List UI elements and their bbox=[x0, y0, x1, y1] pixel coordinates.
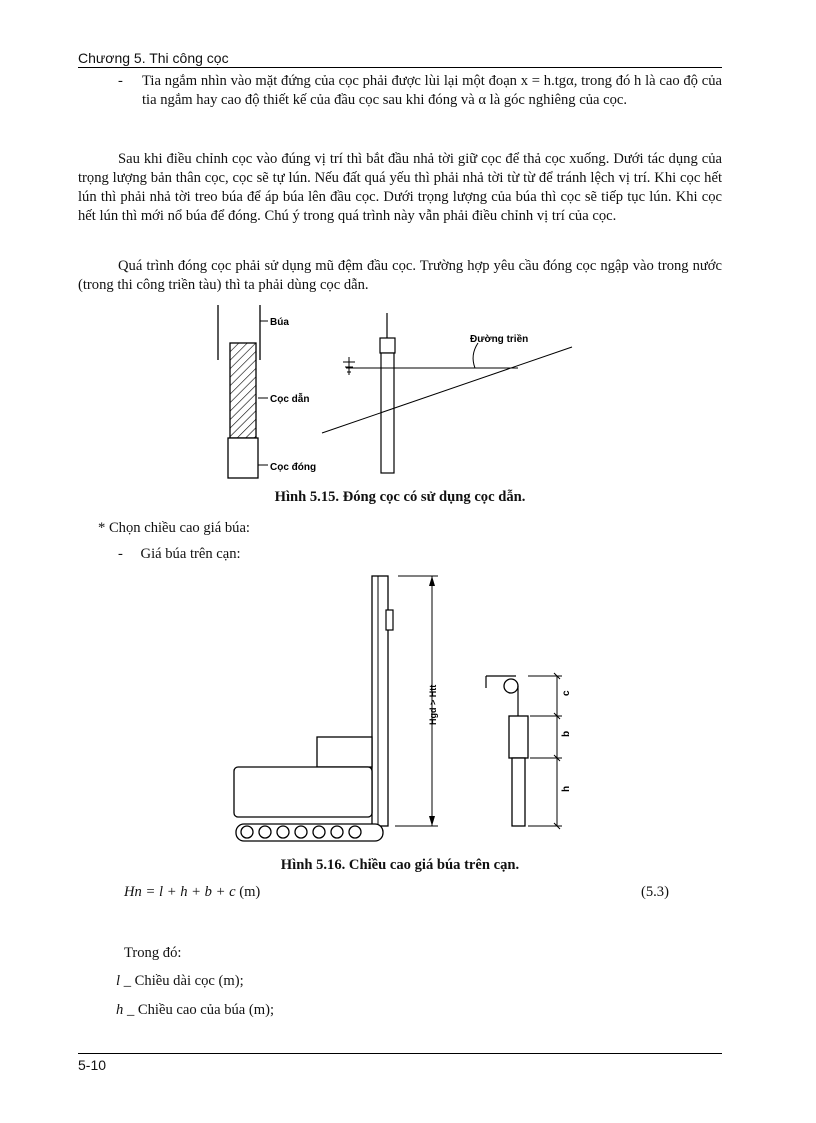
bullet-dash: - bbox=[118, 546, 123, 562]
slipway-drawing bbox=[322, 313, 572, 473]
chapter-header: Chương 5. Thi công cọc bbox=[78, 50, 229, 66]
label-height: Hgd > Htt bbox=[428, 684, 438, 725]
line-gia-bua-tren-can bbox=[118, 546, 241, 563]
paragraph-pile-lowering: Sau khi điều chỉnh cọc vào đúng vị trí thì bắt đầu nhả tời giữ cọc để thả cọc xuống. Dưới tác dụng của trọng lượng bản thân cọc, cọc sẽ tự lún. Nếu đất quá yếu thì phải nhả tời từ từ để tránh lệch vị trí. Khi cọc hết lún thì phải nhả tời treo búa để áp búa lên đầu cọc. Dưới trọng lượng của búa thì cọc sẽ tiếp tục lún. Khi cọc hết lún thì mới nổ búa để đóng. Chú ý trong quá trình này vẫn phải điều chỉnh vị trí của cọc. bbox=[78, 151, 722, 224]
line-chon-chieu-cao: * Chọn chiều cao giá búa: bbox=[98, 520, 250, 536]
formula-5-3 bbox=[124, 884, 260, 901]
label-h: h bbox=[561, 785, 572, 792]
header-rule bbox=[78, 67, 722, 68]
driven-pile bbox=[228, 438, 258, 478]
hammer-pile-drawing bbox=[486, 673, 562, 829]
label-duong-trien: Đường triền bbox=[470, 334, 529, 345]
definition-symbol: h bbox=[116, 1002, 124, 1018]
definition-l bbox=[116, 973, 244, 990]
formula-lhs: Hn bbox=[124, 884, 142, 900]
definition-text: _ Chiều cao của búa (m); bbox=[126, 1002, 275, 1018]
trong-do-label: Trong đó: bbox=[124, 945, 182, 961]
figure-5-16 bbox=[220, 570, 580, 850]
definition-h bbox=[116, 1002, 274, 1019]
formula-unit: (m) bbox=[239, 884, 261, 900]
bullet-dash: - bbox=[118, 73, 123, 89]
footer-rule bbox=[78, 1053, 722, 1054]
bullet-text: Tia ngắm nhìn vào mặt đứng của cọc phải được lùi lại một đoạn x = h.tgα, trong đó h là cao độ của tia ngắm hay cao độ thiết kế của đầu cọc sau khi đóng và α là góc nghiêng của cọc. bbox=[142, 73, 722, 108]
label-b: b bbox=[561, 730, 572, 737]
crane-drawing bbox=[234, 576, 438, 841]
definition-text: _ Chiều dài cọc (m); bbox=[123, 973, 244, 989]
label-coc-dong: Cọc đóng bbox=[270, 462, 317, 473]
line-gia-text: Giá búa trên cạn: bbox=[140, 546, 241, 562]
caption-fig-5-16: Hình 5.16. Chiều cao giá búa trên cạn. bbox=[280, 857, 520, 873]
paragraph-pile-cap: Quá trình đóng cọc phải sử dụng mũ đệm đầu cọc. Trường hợp yêu cầu đóng cọc ngập vào trong nước (trong thi công triền tàu) thì ta phải dùng cọc dẫn. bbox=[78, 258, 722, 293]
guide-pile-hatched bbox=[230, 343, 256, 438]
label-bua: Búa bbox=[270, 317, 289, 328]
bullet-sight-line bbox=[118, 72, 722, 110]
guide-pile-drawing bbox=[218, 305, 268, 478]
page-number: 5-10 bbox=[78, 1057, 107, 1073]
formula-number: (5.3) bbox=[641, 884, 669, 900]
formula-rhs: = l + h + b + c bbox=[145, 884, 236, 900]
figure-5-15 bbox=[200, 305, 600, 485]
crane-body bbox=[234, 767, 372, 817]
label-coc-dan: Cọc dẫn bbox=[270, 394, 310, 405]
caption-fig-5-15: Hình 5.15. Đóng cọc có sử dụng cọc dẫn. bbox=[274, 489, 526, 505]
definition-symbol: l bbox=[116, 973, 121, 989]
label-c: c bbox=[561, 690, 572, 696]
